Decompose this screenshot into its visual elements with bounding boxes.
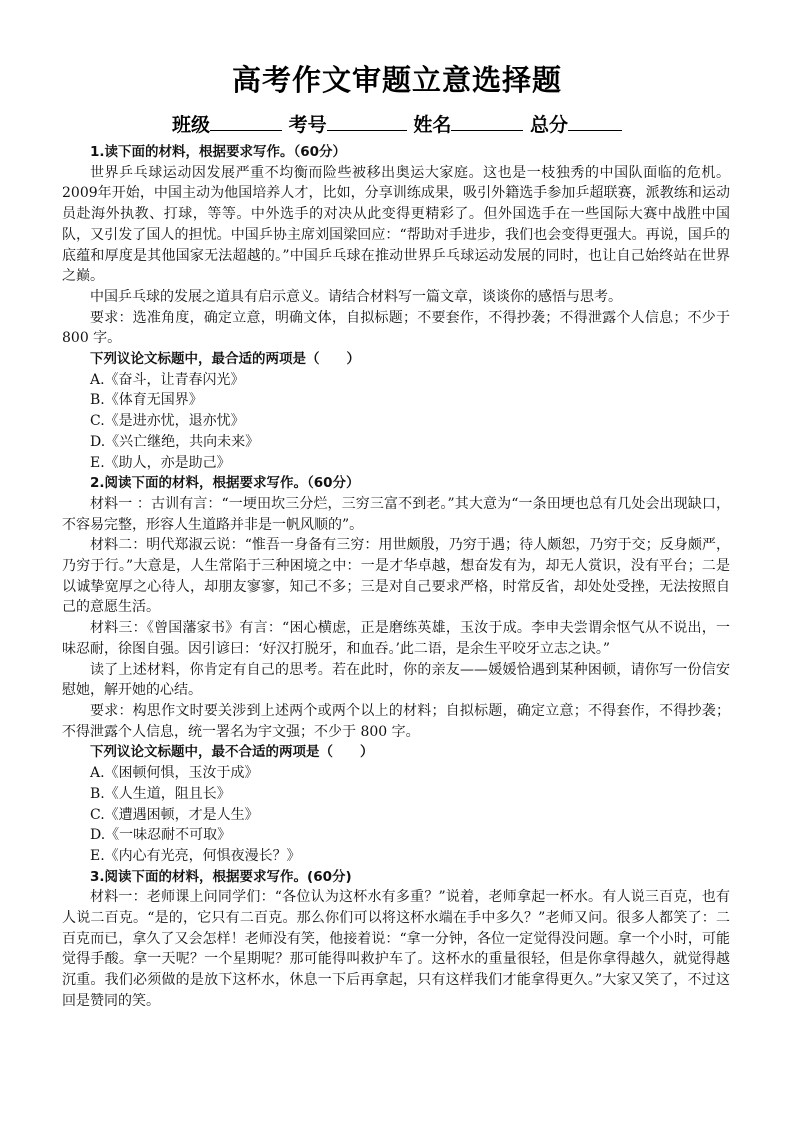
name-blank[interactable] bbox=[451, 112, 523, 131]
name-label: 姓名 bbox=[413, 114, 452, 136]
q3-material-1: 材料一：老师课上问同学们：“各位认为这杯水有多重？”说着，老师拿起一杯水。有人说三百克，也有人说二百克。“是的，它只有二百克。那么你们可以将这杯水端在手中多久？”老师又问。很多人都笑了：二百克而已，拿久了又会怎样！老师没有笑，他接着说：“拿一分钟，各位一定觉得没问题。拿一个小时，可能觉得手酸。拿一天呢？一个星期呢？那可能得叫救护车了。这杯水的重量很轻，但是你拿得越久，就觉得越沉重。我们必须做的是放下这杯水，休息一下后再拿起，只有这样我们才能拿得更久。”大家又笑了，不过这回是赞同的笑。 bbox=[62, 889, 730, 1009]
class-blank[interactable] bbox=[210, 112, 282, 131]
q2-option-a: A.《困顿何惧，玉汝于成》 bbox=[90, 765, 259, 782]
q1-requirement: 要求：选准角度，确定立意，明确文体，自拟标题；不要套作，不得抄袭；不得泄露个人信息；不少于 800 字。 bbox=[62, 309, 730, 347]
q2-question: 下列议论文标题中，最不合适的两项是（ ） bbox=[90, 744, 374, 761]
q1-material: 世界乒乓球运动因发展严重不均衡而险些被移出奥运大家庭。这也是一枝独秀的中国队面临的危机。2009年开始，中国主动为他国培养人才，比如，分享训练成果，吸引外籍选手参加乒超联赛，派教练和运动员赴海外执教、打球，等等。中外选手的对决从此变得更精彩了。但外国选手在一些国际大赛中战胜中国队，又引发了国人的担忧。中国乒协主席刘国梁回应：“帮助对手进步，我们也会变得更强大。再说，国乒的底蕴和厚度是其他国家无法超越的。”中国乒乓球在推动世界乒乓球运动发展的同时，也让自己始终站在世界之巅。 bbox=[62, 164, 730, 285]
q2-prompt: 读了上述材料，你肯定有自己的思考。若在此时，你的亲友——媛媛恰遇到某种困顿，请你写一份信安慰她，解开她的心结。 bbox=[62, 661, 730, 699]
q1-option-e: E.《助人，亦是助己》 bbox=[90, 454, 231, 471]
q2-material-3: 材料三：《曾国藩家书》有言：“困心横虑，正是磨练英雄，玉汝于成。李申夫尝谓余怄气从不说出，一味忍耐，徐图自强。因引谚曰：‘好汉打脱牙，和血吞。’此二语，是余生平咬牙立志之诀。” bbox=[62, 620, 730, 657]
q2-option-c: C.《遭遇困顿，才是人生》 bbox=[90, 806, 259, 823]
total-score-blank[interactable] bbox=[568, 112, 622, 131]
q1-option-b: B.《体育无国界》 bbox=[90, 392, 203, 409]
q2-requirement: 要求：构思作文时要关涉到上述两个或两个以上的材料；自拟标题，确定立意；不得套作，不得抄袭；不得泄露个人信息，统一署名为宇文强；不少于 800 字。 bbox=[62, 702, 730, 740]
q2-heading: 2.阅读下面的材料，根据要求写作。（60分） bbox=[90, 475, 360, 492]
q2-material-1: 材料一 ：古训有言：“一埂田坎三分烂，三穷三富不到老。”其大意为“一条田埂也总有几处会出现缺口，不容易完整，形容人生道路并非是一帆风顺的”。 bbox=[62, 495, 730, 533]
q2-material-2: 材料二：明代郑淑云说：“惟吾一身备有三穷：用世颇殷，乃穷于遇；待人颇恕，乃穷于交；反身颇严，乃穷于行。”大意是，人生常陷于三种困境之中：一是才华卓越，想奋发有为，却无人赏识，没有平台；二是以诚挚宽厚之心待人，却朋友寥寥，知己不多；三是对自己要求严格，时常反省，却处处受挫，无法按照自己的意愿生活。 bbox=[62, 537, 730, 616]
q1-option-a: A.《奋斗，让青春闪光》 bbox=[90, 371, 245, 388]
q1-option-d: D.《兴亡继绝，共向未来》 bbox=[90, 433, 260, 450]
questions-body bbox=[62, 142, 730, 1012]
page-title: 高考作文审题立意选择题 bbox=[231, 63, 562, 97]
q2-option-b: B.《人生道，阻且长》 bbox=[90, 785, 231, 802]
exam-number-label: 考号 bbox=[288, 114, 327, 136]
exam-number-blank[interactable] bbox=[327, 112, 407, 131]
class-label: 班级 bbox=[172, 114, 211, 136]
q2-option-e: E.《内心有光亮，何惧夜漫长？》 bbox=[90, 847, 301, 864]
total-score-label: 总分 bbox=[529, 114, 568, 136]
q3-heading: 3.阅读下面的材料，根据要求写作。(60分) bbox=[90, 868, 352, 885]
q1-prompt: 中国乒乓球的发展之道具有启示意义。请结合材料写一篇文章，谈谈你的感悟与思考。 bbox=[90, 288, 622, 305]
q1-heading: 1.读下面的材料，根据要求写作。（60分） bbox=[90, 144, 347, 160]
student-info-line bbox=[0, 110, 794, 137]
q2-option-d: D.《一味忍耐不可取》 bbox=[90, 827, 232, 844]
q1-option-c: C.《是进亦忧，退亦忧》 bbox=[90, 413, 245, 430]
q1-question: 下列议论文标题中，最合适的两项是（ ） bbox=[90, 351, 360, 368]
